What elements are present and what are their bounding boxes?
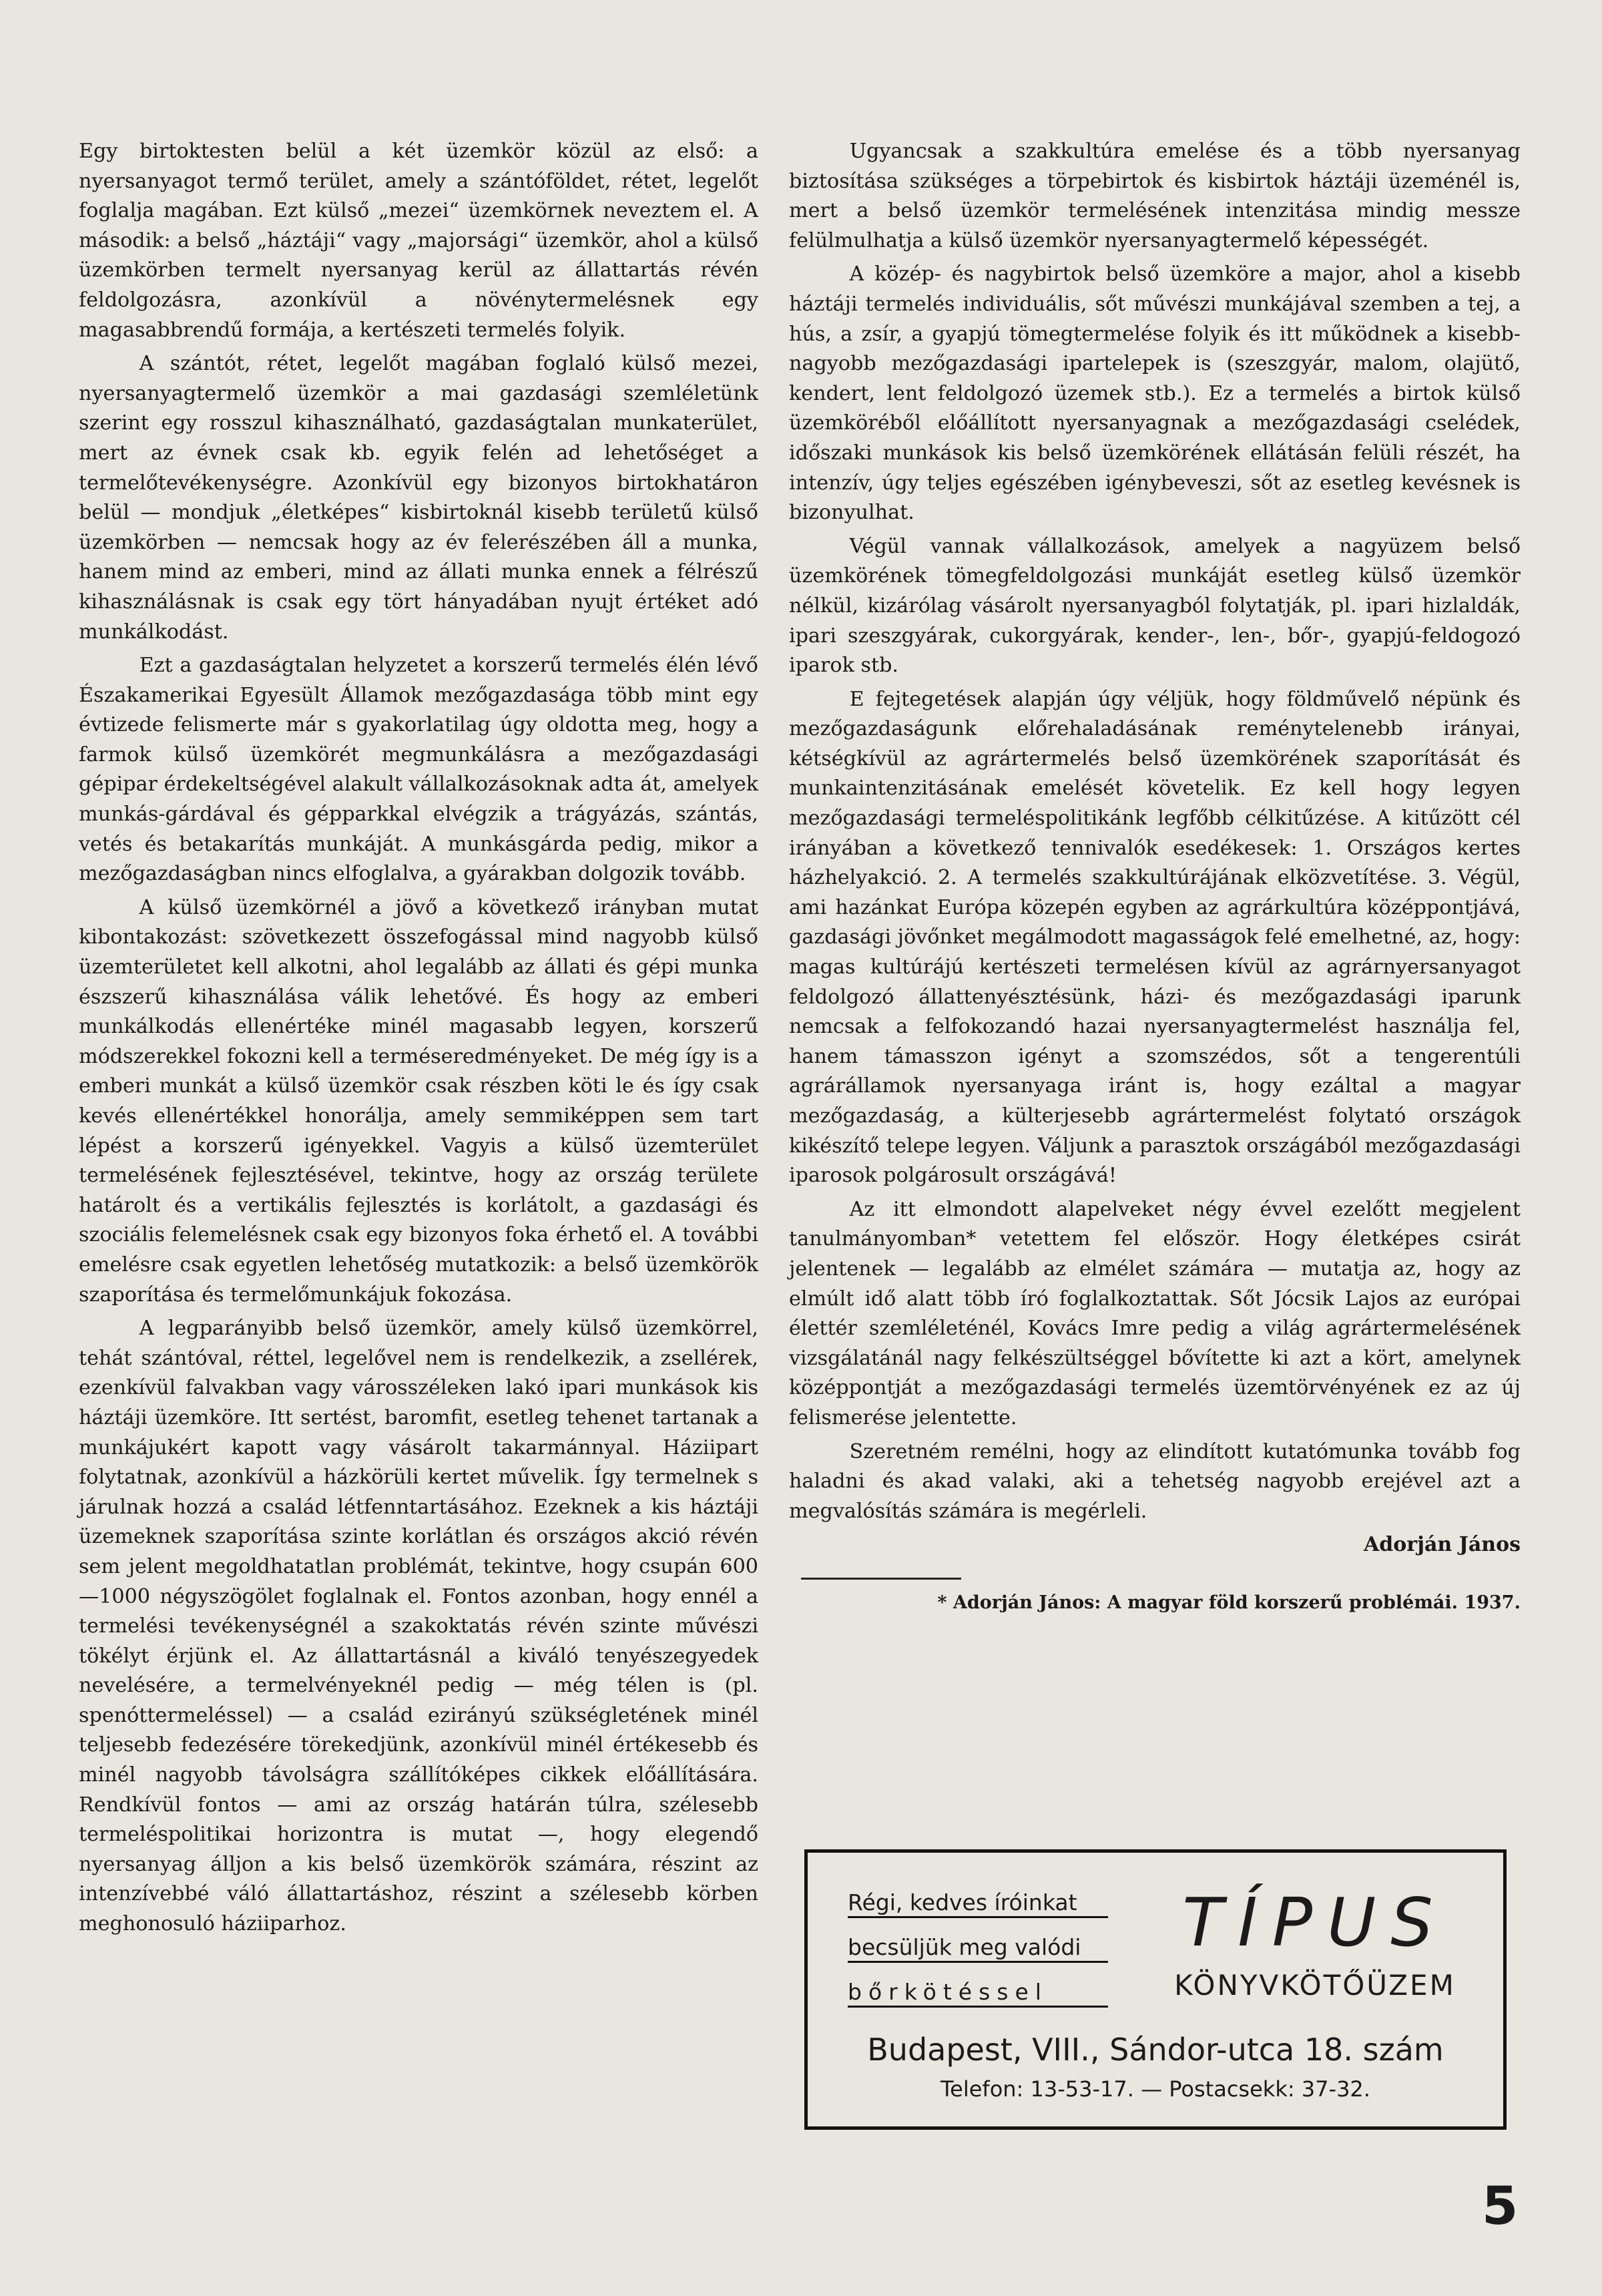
bookbinder-advertisement — [804, 1849, 1507, 2130]
ad-brand-block — [1155, 1883, 1475, 2002]
right-paragraph-6: Szeretném remélni, hogy az elindított kutatómunka tovább fog haladni és akad valaki, aki a tehetség nagyobb erejével azt a megvalósítás számára is megérleli. — [789, 1439, 1521, 1523]
left-paragraph-5: A legparányibb belső üzemkör, amely külső üzemkörrel, tehát szántóval, réttel, legelővel nem is rendelkezik, a zsellérek, ezenkívül falvakban vagy városszéleken lakó ipari munkások kis háztáji üzemköre. Itt sertést, baromfit, esetleg tehenet tartanak a munkájukért kapott vagy vásárolt takarmánnyal. Háziipart folytatnak, azonkívül a házkörüli kertet művelik. Így termelnek s járulnak hozzá a család létfenntartásához. Ezeknek a kis háztáji üzemeknek szaporítása szinte korlátlan és országos akció révén sem jelent megoldhatatlan problémát, tekintve, hogy csupán 600—1000 négyszögölet foglalnak el. Fontos azonban, hogy ennél a termelési tevékenységnél a szakoktatás révén szinte művészi tökélyt érjünk el. Az állattartásnál a kiváló tenyészegyedek nevelésére, a termelvényeknél pedig — még télen is (pl. spenóttermeléssel) — a család ezirányú szükségletének minél teljesebb fedezésére törekedjünk, azonkívül minél értékesebb és minél nagyobb távolságra szállítóképes cikkek előállítására. Rendkívül fontos — ami az ország határán túlra, szélesebb termeléspolitikai horizontra is mutat —, hogy elegendő nyersanyag álljon a kis belső üzemkörök számára, részint az intenzívebbé váló állattartáshoz, részint a szélesebb körben meghonosuló háziiparhoz. — [79, 1317, 758, 1936]
right-column — [789, 137, 1521, 1620]
ad-slogan-line-1: Régi, kedves íróinkat — [848, 1889, 1108, 1918]
left-paragraph-4: A külső üzemkörnél a jövő a következő irányban mutat kibontakozást: szövetkezett összefogással mind nagyobb külső üzemterületet kell alkotni, ahol legalább az állati és gépi munka észszerű kihasználása válik lehetővé. És hogy az emberi munkálkodás ellenértéke minél magasabb legyen, korszerű módszerekkel fokozni kell a terméseredményeket. De még így is a emberi munkát a külső üzemkör csak részben köti le és így csak kevés ellenértékkel honorálja, amely semmiképpen sem tart lépést a korszerű igényekkel. Vagyis a külső üzemterület termelésének fejlesztésével, tekintve, hogy az ország területe határolt és a vertikális fejlesztés is korlátolt, a gazdasági és szociális felemelésnek csak egy bizonyos foka érhető el. A további emelésre csak egyetlen lehetőség mutatkozik: a belső üzemkörök szaporítása és termelőmunkájuk fokozása. — [79, 895, 758, 1307]
ad-phone: Telefon: 13-53-17. — Postacsekk: 37-32. — [941, 2076, 1370, 2102]
left-paragraph-1: Egy birtoktesten belül a két üzemkör közül az első: a nyersanyagot termő terület, amely a szántóföldet, rétet, legelőt foglalja magában. Ezt külső „mezei“ üzemkörnek neveztem el. A második: a belső „háztáji“ vagy „majorsági“ üzemkör, ahol a külső üzemkörben termelt nyersanyag kerül az állattartás révén feldolgozásra, azonkívül a növénytermelésnek egy magasabbrendű formája, a kertészeti termelés folyik. — [79, 140, 758, 342]
ad-company-name: KÖNYVKÖTŐÜZEM — [1174, 1969, 1456, 2002]
left-paragraph-3: Ezt a gazdaságtalan helyzetet a korszerű termelés élén lévő Északamerikai Egyesült Államok mezőgazdasága több mint egy évtizede felismerte már s gyakorlatilag úgy oldotta meg, hogy a farmok külső üzemkörét megmunkálásra a mezőgazdasági gépipar érdekeltségével alakult vállalkozásoknak adta át, amelyek munkás-gárdával és gépparkkal elvégzik a trágyázás, szántás, vetés és betakarítás munkáját. A munkásgárda pedig, mikor a mezőgazdaságban nincs elfoglalva, a gyárakban dolgozik tovább. — [79, 654, 758, 886]
ad-brand-name: TÍPUS — [1182, 1883, 1448, 1962]
right-paragraph-3: Végül vannak vállalkozások, amelyek a nagyüzem belső üzemkörének tömegfeldolgozási munkáját esetleg külső üzemkör nélkül, kizárólag vásárolt nyersanyagból folytatják, pl. ipari hizlaldák, ipari szeszgyárak, cukorgyárak, kender-, len-, bőr-, gyapjú-feldogozó iparok stb. — [789, 534, 1521, 678]
left-paragraph-2: A szántót, rétet, legelőt magában foglaló külső mezei, nyersanyagtermelő üzemkör a mai gazdasági szemléletünk szerint egy rosszul kihasználható, gazdaságtalan munkaterület, mert az évnek csak kb. egyik felén ad lehetőséget a termelőtevékenységre. Azonkívül egy bizonyos birtokhatáron belül — mondjuk „életképes“ kisbirtoknál kisebb területű külső üzemkörben — nemcsak hogy az év felerészében áll a munka, hanem mind az emberi, mind az állati munka ennek a félrészű kihasználásnak is csak egy tört hányadában nyujt értéket adó munkálkodást. — [79, 352, 758, 644]
ad-address: Budapest, VIII., Sándor-utca 18. szám — [867, 2032, 1444, 2068]
ad-slogan-line-3: bőrkötéssel — [848, 1979, 1108, 2008]
footnote-divider — [801, 1578, 961, 1580]
right-paragraph-2: A közép- és nagybirtok belső üzemköre a major, ahol a kisebb háztáji termelés individuális, sőt művészi munkájával szemben a tej, a hús, a zsír, a gyapjú tömegtermelése folyik és itt működnek a kisebb-nagyobb mezőgazdasági ipartelepek is (szeszgyár, malom, olajütő, kendert, lent feldolgozó üzemek stb.). Ez a termelés a birtok külső üzemköréből előállított nyersanyagnak a mezőgazdasági cselédek, időszaki munkások kis belső üzemkörének ellátásán felüli részét, ha intenzív, úgy teljes egészében igénybeveszi, sőt az esetleg kevésnek is bizonyulhat. — [789, 262, 1521, 525]
ad-slogan-line-2: becsüljük meg valódi — [848, 1934, 1108, 1963]
author-signature: Adorján János — [1364, 1533, 1521, 1557]
ad-slogan — [848, 1889, 1108, 2024]
right-paragraph-1: Ugyancsak a szakkultúra emelése és a több nyersanyag biztosítása szükséges a törpebirtok és kisbirtok háztáji üzeménél is, mert a belső üzemkör termelésének intenzitása mindig messze felülmulhatja a külső üzemkör nyersanyagtermelő képességét. — [789, 140, 1521, 252]
left-column — [79, 137, 758, 1943]
right-paragraph-4: E fejtegetések alapján úgy véljük, hogy földművelő népünk és mezőgazdaságunk előrehaladásának reménytelenebb irányai, kétségkívül az agrártermelés belső üzemkörének szaporítását és munkaintenzitásának emelését követelik. Ez kell hogy legyen mezőgazdasági termeléspolitikánk legfőbb célkitűzése. A kitűzött cél irányában a következő tennivalók esedékesek: 1. Országos kertes házhelyakció. 2. A termelés szakkultúrájának elközvetítése. 3. Végül, ami hazánkat Európa közepén egyben az agrárkultúra középpontjává, gazdasági jövőnket megálmodott magasságok felé emelhetné, az, hogy: magas kultúrájú kertészeti termelésen kívül az agrárnyersanyagot feldolgozó állattenyésztésünk, házi- és mezőgazdasági iparunk nemcsak a felfokozandó hazai nyersanyagtermelést használja fel, hanem támasszon igényt a szomszédos, sőt a tengerentúli agrárállamok nyersanyaga iránt is, hogy ezáltal a magyar mezőgazdaság, a külterjesebb agrártermelést folytató országok kikészítő telepe legyen. Váljunk a parasztok országából mezőgazdasági iparosok polgárosult országává! — [789, 687, 1521, 1188]
footnote: * Adorján János: A magyar föld korszerű problémái. 1937. — [937, 1592, 1521, 1613]
right-paragraph-5: Az itt elmondott alapelveket négy évvel ezelőtt megjelent tanulmányomban* vetettem fel először. Hogy életképes csirát jelentenek — legalább az elmélet számára — mutatja az, hogy az elmúlt idő alatt több író foglalkoztattak. Sőt Jócsik Lajos az európai élettér szemléleténél, Kovács Imre pedig a világ agrártermelésének vizsgálatánál nagy felkészültséggel bővítette ki azt a kört, amelynek középpontját a mezőgazdasági termelés üzemtörvényének ez az új felismerése jelentette. — [789, 1197, 1521, 1429]
page-number: 5 — [1482, 2176, 1519, 2237]
